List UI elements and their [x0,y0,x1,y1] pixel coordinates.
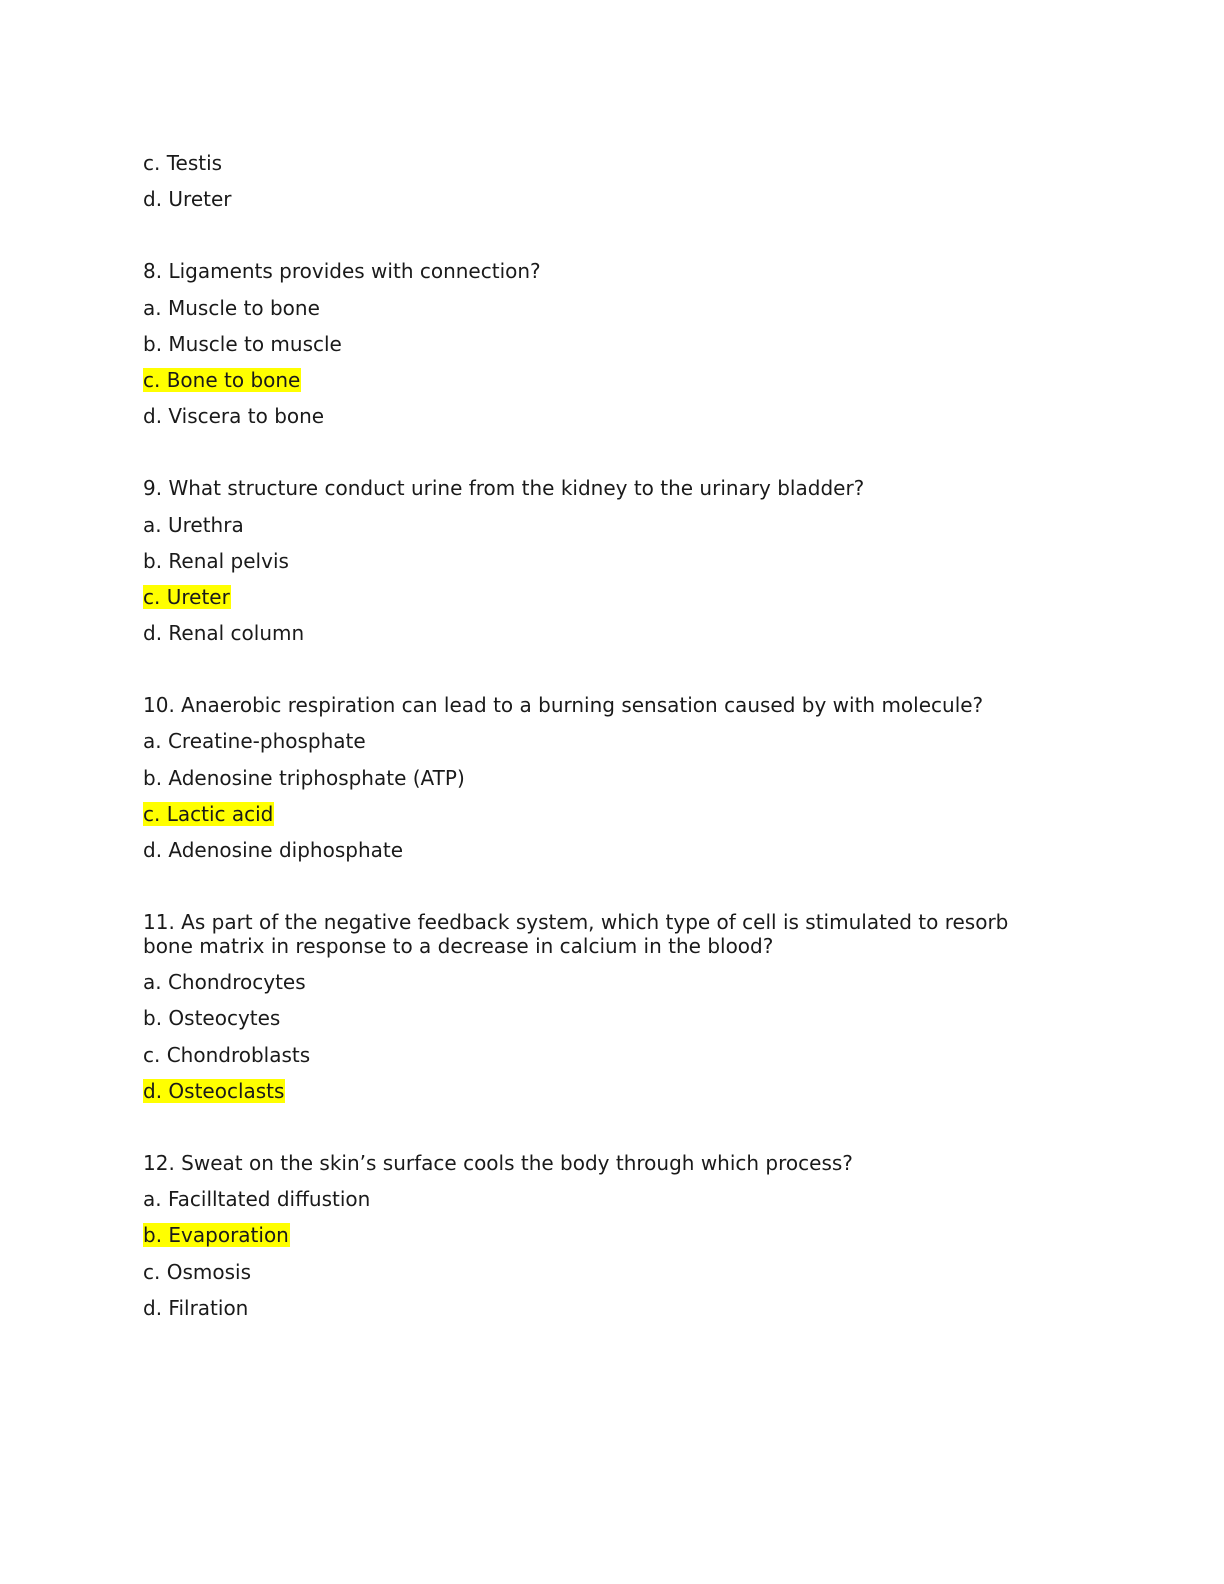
spacer [143,654,1063,690]
answer-option: d. Renal column [143,621,305,646]
correct-answer-highlight: c. Ureter [143,584,230,609]
answer-option: a. Muscle to bone [143,295,320,320]
document-page [143,148,1063,1329]
answer-option: a. Facilltated diffustion [143,1187,371,1212]
answer-option: d. Ureter [143,187,232,212]
answer-option: b. Osteocytes [143,1006,281,1031]
question-text: 9. What structure conduct urine from the kidney to the urinary bladder? [143,476,865,501]
answer-option: d. Filration [143,1295,249,1320]
question-text: 11. As part of the negative feedback system, which type of cell is stimulated to resorb bone matrix in response to a decrease in calcium in the blood? [143,910,1009,959]
spacer [143,871,1063,907]
answer-option: b. Renal pelvis [143,548,289,573]
answer-option-highlighted [143,582,1063,618]
answer-option: a. Chondrocytes [143,970,306,995]
spacer [143,437,1063,473]
spacer [143,1112,1063,1148]
answer-option: a. Urethra [143,512,244,537]
correct-answer-highlight: d. Osteoclasts [143,1078,285,1103]
spacer [143,220,1063,256]
question-text: 10. Anaerobic respiration can lead to a burning sensation caused by with molecule? [143,693,984,718]
answer-option-highlighted [143,799,1063,835]
answer-option: d. Viscera to bone [143,404,325,429]
answer-option: c. Testis [143,151,223,175]
answer-option: b. Muscle to muscle [143,331,342,356]
answer-option-highlighted [143,365,1063,401]
correct-answer-highlight: c. Bone to bone [143,367,301,392]
question-text: 8. Ligaments provides with connection? [143,259,541,284]
answer-option: d. Adenosine diphosphate [143,838,404,862]
answer-option: c. Chondroblasts [143,1042,311,1067]
correct-answer-highlight: c. Lactic acid [143,801,274,826]
answer-option: b. Adenosine triphosphate (ATP) [143,765,465,790]
answer-option-highlighted [143,1220,1063,1256]
question-text: 12. Sweat on the skin’s surface cools the body through which process? [143,1150,853,1175]
answer-option: a. Creatine-phosphate [143,729,366,754]
answer-option: c. Osmosis [143,1259,251,1284]
correct-answer-highlight: b. Evaporation [143,1223,289,1248]
answer-option-highlighted [143,1076,1063,1112]
